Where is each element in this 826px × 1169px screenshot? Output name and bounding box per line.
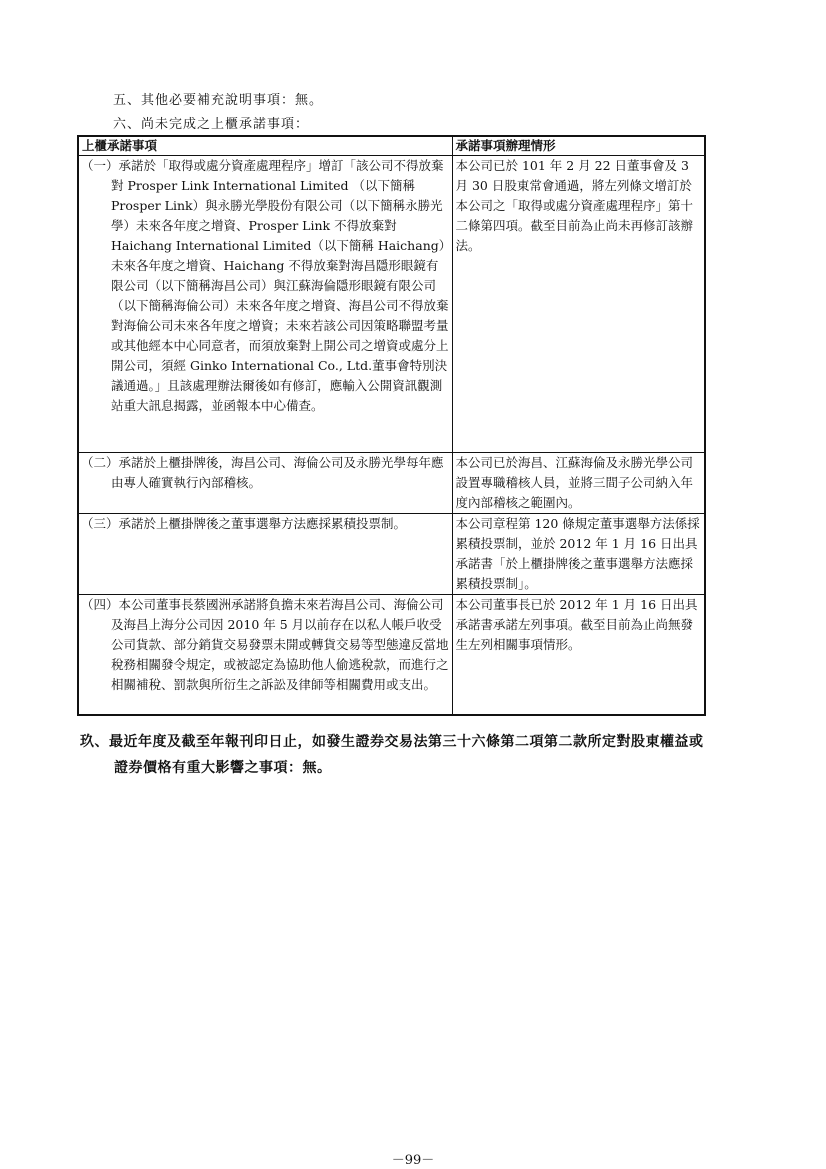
status-text: 本公司已於 101 年 2 月 22 日董事會及 3 月 30 日股東常會通過，將左列條文增訂於本公司之「取得或處分資產處理程序」第十二條第四項。截至目前為止尚未再修訂該辦法。	[455, 158, 694, 253]
commitment-text: （四）本公司董事長蔡國洲承諾將負擔未來若海昌公司、海倫公司及海昌上海分公司因 2010 年 5 月以前存在以私人帳戶收受公司貨款、部分銷貨交易發票未開或轉貨交易等型態違反當地稅務相關發令規定，或被認定為協助他人偷逃稅款，而進行之相關補稅、罰款與所衍生之訴訟及律師等相關費用或支出。	[81, 597, 449, 692]
commitment-cell	[78, 595, 452, 715]
table-row	[78, 453, 705, 514]
status-cell	[452, 514, 705, 595]
status-text: 本公司已於海昌、江蘇海倫及永勝光學公司設置專職稽核人員，並將三間子公司納入年度內部稽核之範圍內。	[455, 455, 694, 510]
table-row	[78, 514, 705, 595]
status-text: 本公司董事長已於 2012 年 1 月 16 日出具承諾書承諾左列事項。截至目前為止尚無發生左列相關事項情形。	[455, 597, 698, 652]
commitment-table	[77, 135, 706, 716]
table-row	[78, 156, 705, 453]
item-six-heading: 六、尚未完成之上櫃承諾事項：	[113, 117, 310, 132]
table-header-row	[78, 136, 705, 156]
commitment-cell	[78, 453, 452, 514]
commitment-cell	[78, 156, 452, 453]
item-five-heading: 五、其他必要補充說明事項：無。	[113, 93, 324, 108]
status-cell	[452, 595, 705, 715]
status-cell	[452, 453, 705, 514]
column-header-commitment: 上櫃承諾事項	[78, 136, 452, 156]
table-row	[78, 595, 705, 715]
section-nine-heading	[80, 729, 760, 781]
status-cell	[452, 156, 705, 453]
section-nine-line2: 證券價格有重大影響之事項：無。	[114, 760, 332, 776]
commitment-text: （三）承諾於上櫃掛牌後之董事選舉方法應採累積投票制。	[81, 516, 407, 531]
status-text: 本公司章程第 120 條規定董事選舉方法係採累積投票制，並於 2012 年 1 月 16 日出具承諾書「於上櫃掛牌後之董事選舉方法應採累積投票制」。	[455, 516, 700, 591]
commitment-text: （一）承諾於「取得或處分資產處理程序」增訂「該公司不得放棄對 Prosper Link International Limited （以下簡稱 Prosper Link）與永勝光學股份有限公司（以下簡稱永勝光學）未來各年度之增資、Prosper Link 不得放棄對 Haichang International Limited（以下簡稱 Haichang）未來各年度之增資、Haichang 不得放棄對海昌隱形眼鏡有限公司（以下簡稱海昌公司）與江蘇海倫隱形眼鏡有限公司（以下簡稱海倫公司）未來各年度之增資、海昌公司不得放棄對海倫公司未來各年度之增資；未來若該公司因策略聯盟考量或其他經本中心同意者，而須放棄對上開公司之增資或處分上開公司，須經 Ginko International Co., Ltd.董事會特別決議通過。」且該處理辦法爾後如有修訂，應輸入公開資訊觀測站重大訊息揭露，並函報本中心備查。	[81, 158, 449, 413]
commitment-text: （二）承諾於上櫃掛牌後，海昌公司、海倫公司及永勝光學每年應由專人確實執行內部稽核。	[81, 455, 444, 490]
column-header-status: 承諾事項辦理情形	[452, 136, 705, 156]
commitment-cell	[78, 514, 452, 595]
page-number: －99－	[391, 1153, 435, 1168]
section-nine-line1: 玖、最近年度及截至年報刊印日止，如發生證券交易法第三十六條第二項第二款所定對股東權益或	[80, 734, 704, 750]
